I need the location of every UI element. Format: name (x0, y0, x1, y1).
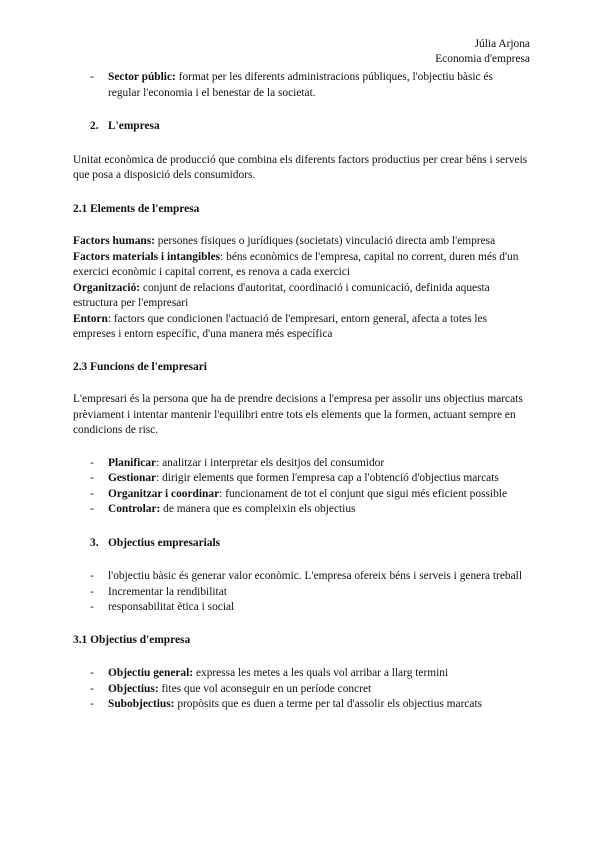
bullet-dash: - (90, 71, 94, 83)
section-2-3-heading: 2.3 Funcions de l'empresari (73, 360, 207, 373)
section-3-1-heading: 3.1 Objectius d'empresa (73, 633, 191, 646)
list-item (73, 312, 528, 343)
list-item (73, 281, 528, 312)
section-2-3-body: L'empresari és la persona que ha de prendre decisions a l'empresa per assolir uns objectius marcats prèviament i intentar mantenir l'equilibri entre tots els elements que la formen, actuant sempre en condicions de risc. (73, 393, 523, 436)
list-item (73, 569, 528, 585)
item-text: : analitzar i interpretar els desitjos del consumidor (156, 456, 385, 469)
company-objectives-list (73, 666, 528, 713)
item-text: format per les diferents administracions públiques, l'objectiu bàsic és regular l'economia i el benestar de la societat. (108, 71, 493, 99)
item-text: : dirigir elements que formen l'empresa cap a l'obtenció d'objectius marcats (156, 472, 499, 484)
list-item (73, 682, 528, 698)
bullet-dash: - (90, 456, 94, 469)
objectives-list (73, 569, 528, 616)
functions-list (73, 456, 528, 518)
list-item (73, 585, 528, 601)
intro-list (73, 70, 528, 101)
subject-name: Economia d'empresa (435, 53, 530, 65)
item-term: Subobjectius: (108, 698, 175, 710)
item-term: Factors materials i intangibles (73, 250, 221, 263)
page-header (435, 37, 530, 67)
heading-number: 3. (90, 536, 99, 549)
document-page (73, 70, 528, 713)
item-text: fites que vol aconseguir en un període concret (158, 682, 372, 695)
list-item (73, 666, 528, 682)
item-text: : béns econòmics de l'empresa, capital no corrent, duren més d'un exercici econòmic i capital corrent, es renova a cada exercici (73, 250, 519, 278)
bullet-dash: - (90, 487, 94, 500)
item-term: Controlar: (108, 503, 161, 515)
item-text: responsabilitat ètica i social (108, 601, 235, 613)
item-text: persones físiques o jurídiques (societats) vinculació directa amb l'empresa (154, 235, 496, 247)
item-text: propòsits que es duen a terme per tal d'assolir els objectius marcats (174, 698, 483, 710)
item-text: : funcionament de tot el conjunt que sigui més eficient possible (219, 487, 508, 500)
item-text: l'objectiu bàsic és generar valor econòmic. L'empresa ofereix béns i serveis i genera treball (108, 570, 522, 582)
section-2-body: Unitat econòmica de producció que combina els diferents factors productius per crear béns i serveis que posa a disposició dels consumidors. (73, 153, 528, 181)
section-3-heading (73, 536, 528, 552)
item-text: : factors que condicionen l'actuació de l'empresari, entorn general, afecta a totes les empreses i entorn específic, d'una manera més específica (73, 312, 488, 340)
item-term: Planificar (108, 456, 157, 469)
list-item (73, 250, 528, 281)
item-text: Incrementar la rendibilitat (108, 585, 227, 598)
list-item (73, 487, 528, 503)
bullet-dash: - (90, 570, 94, 582)
bullet-dash: - (90, 682, 94, 695)
item-text: expressa les metes a les quals vol arribar a llarg termini (193, 667, 449, 679)
item-term: Objectiu general: (108, 667, 194, 679)
bullet-dash: - (90, 503, 94, 515)
elements-list (73, 234, 528, 343)
list-item (73, 697, 528, 713)
item-text: conjunt de relacions d'autoritat, coordinació i comunicació, definida aquesta estructura per l'empresari (73, 281, 490, 309)
list-item (73, 70, 528, 101)
author-name: Júlia Arjona (474, 38, 530, 50)
list-item (73, 502, 528, 518)
bullet-dash: - (90, 601, 94, 613)
heading-title: Objectius empresarials (108, 536, 221, 549)
section-2-1-heading: 2.1 Elements de l'empresa (73, 202, 200, 215)
bullet-dash: - (90, 698, 94, 710)
section-2-heading (73, 119, 528, 135)
bullet-dash: - (90, 667, 94, 679)
heading-number: 2. (90, 120, 99, 132)
item-term: Factors humans: (73, 235, 155, 247)
bullet-dash: - (90, 585, 94, 598)
item-term: Sector públic: (108, 71, 176, 83)
item-term: Objectius: (108, 682, 159, 695)
heading-title: L'empresa (108, 120, 160, 132)
item-term: Gestionar (108, 472, 157, 484)
list-item (73, 471, 528, 487)
item-term: Organització: (73, 281, 141, 294)
item-term: Entorn (73, 312, 108, 325)
item-text: de manera que es compleixin els objectius (160, 503, 356, 515)
list-item (73, 600, 528, 616)
item-term: Organitzar i coordinar (108, 487, 220, 500)
bullet-dash: - (90, 472, 94, 484)
list-item (73, 234, 528, 250)
list-item (73, 456, 528, 472)
